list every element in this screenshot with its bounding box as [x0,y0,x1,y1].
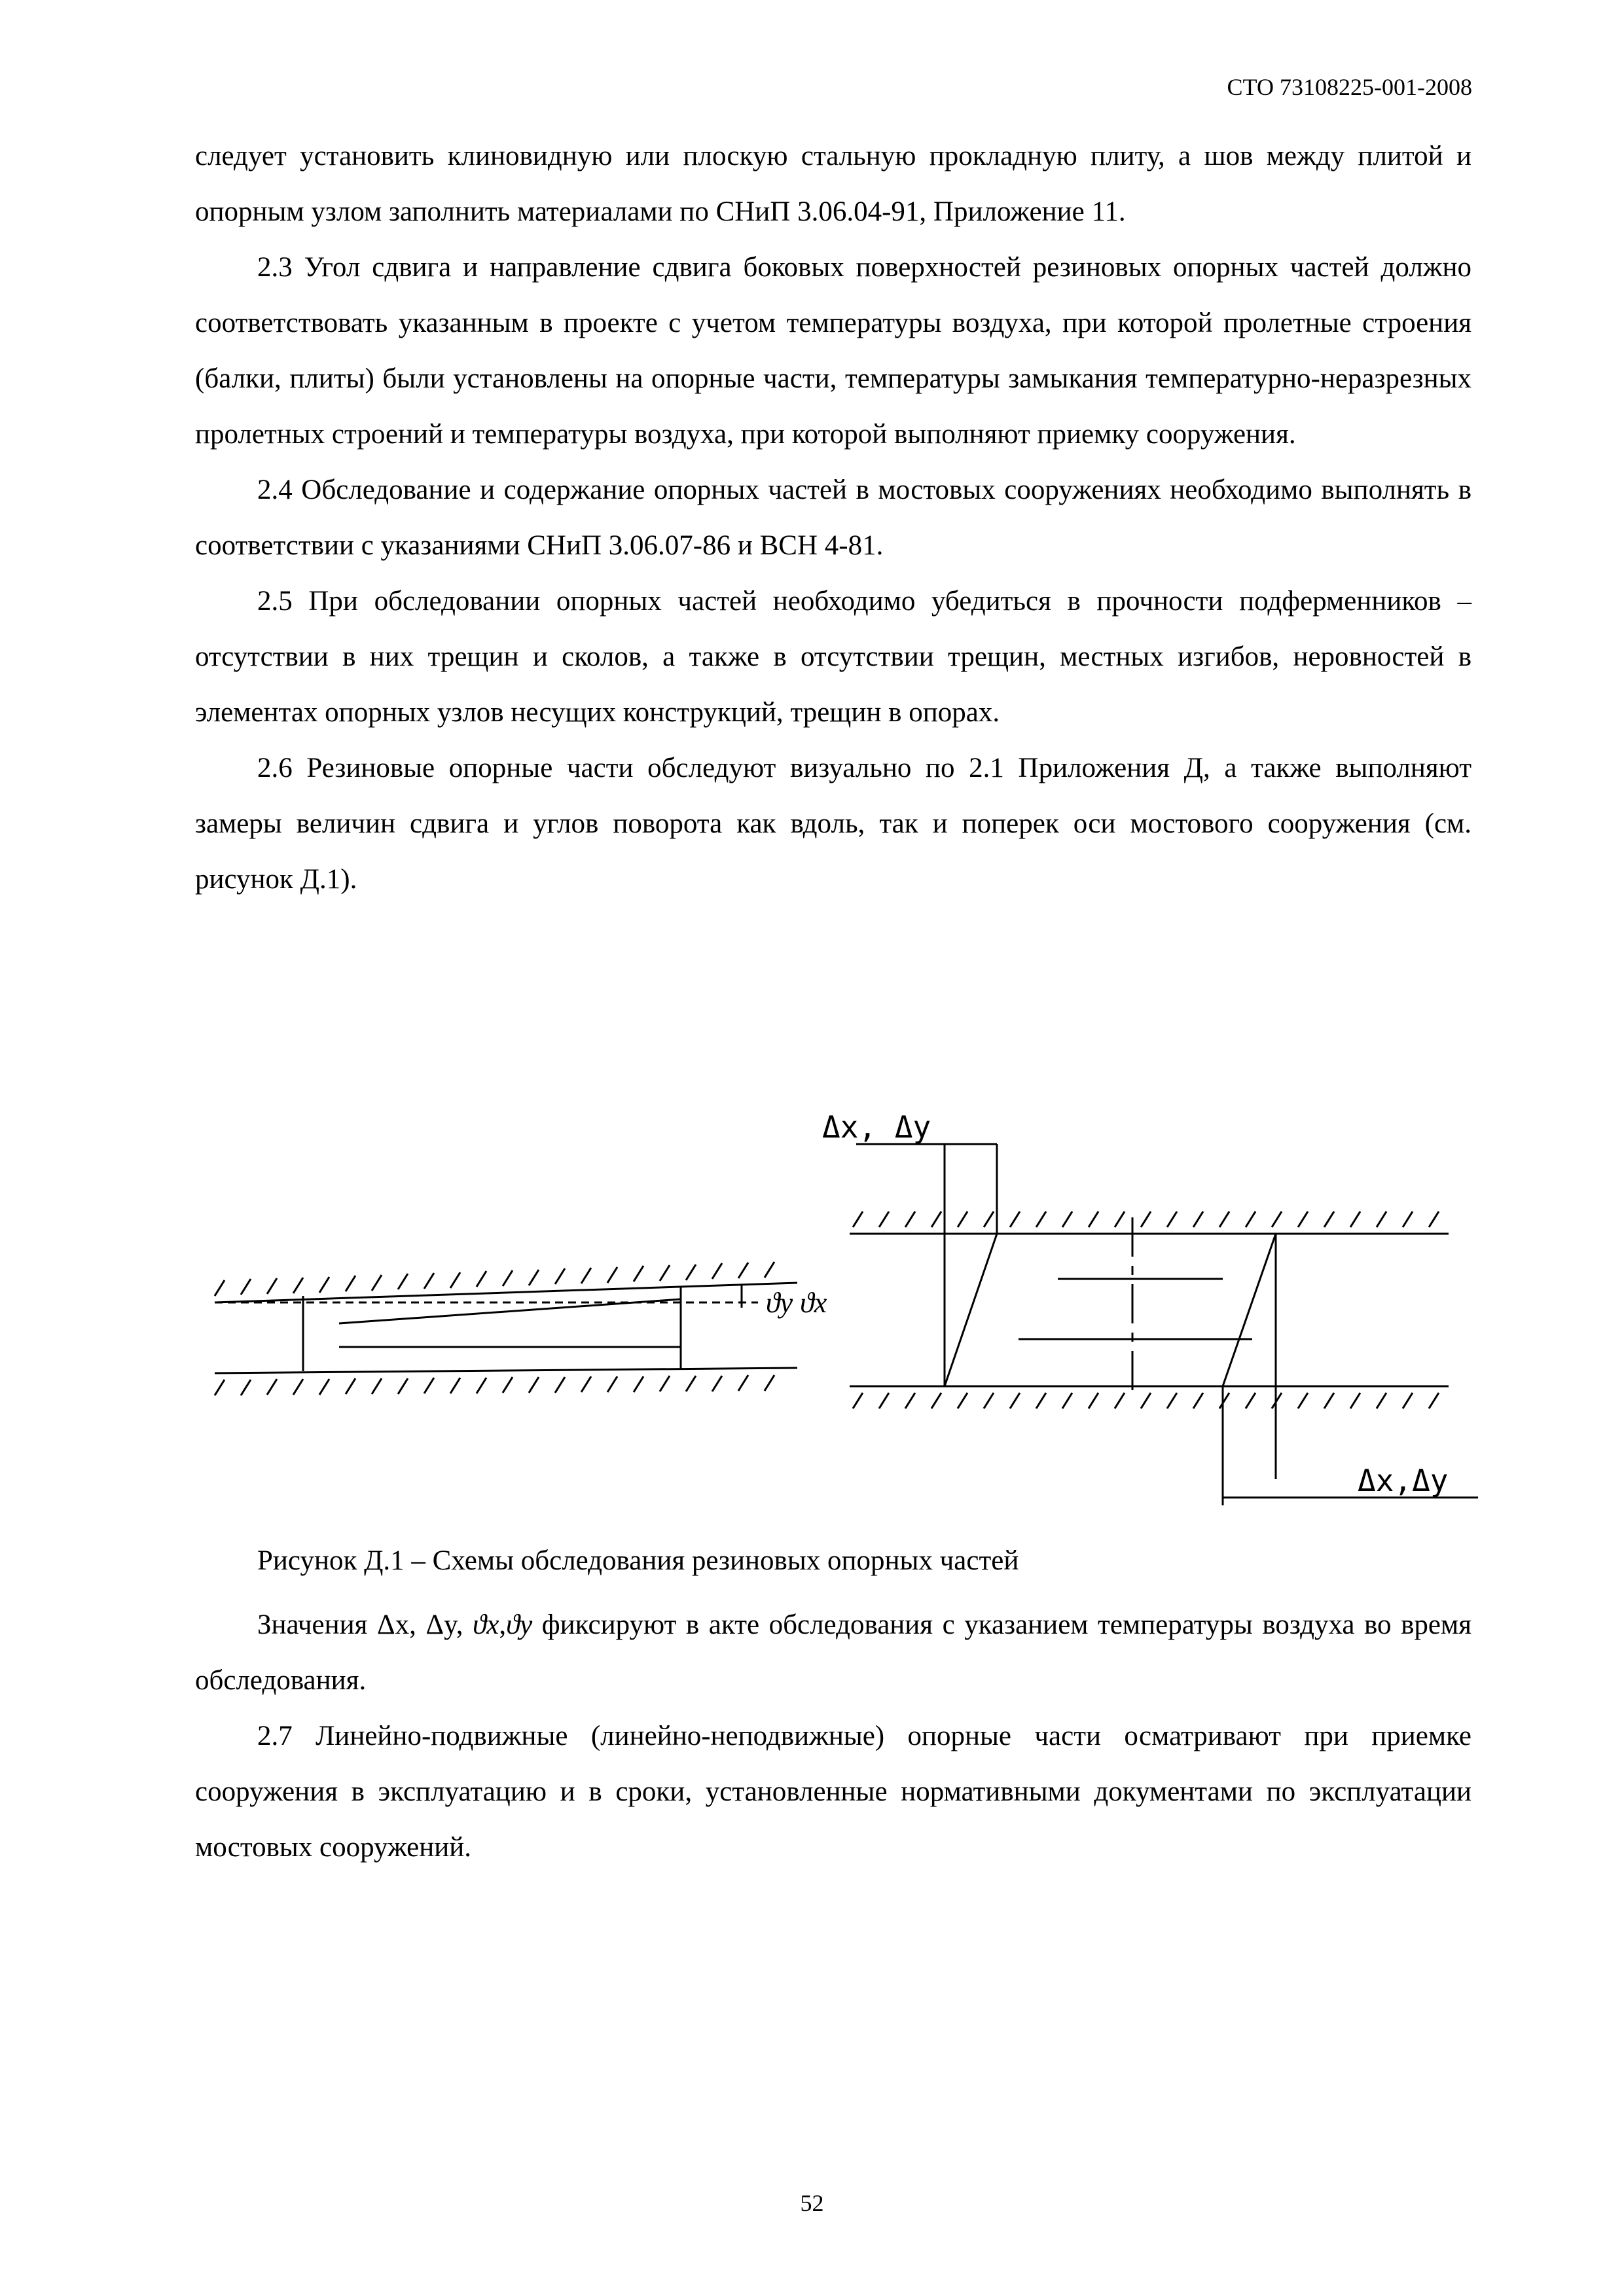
figure-caption: Рисунок Д.1 – Схемы обследования резиновых опорных частей [257,1545,1019,1576]
theta-separator: , [499,1609,507,1640]
theta-x: ϑx [473,1609,499,1640]
right-bottom-hatching [853,1393,1439,1408]
right-shear-line-left [945,1234,997,1386]
body-text-bottom [195,1597,1471,1875]
paragraph-2-5: 2.5 При обследовании опорных частей необходимо убедиться в прочности подферменников – отсутствии в них трещин и сколов, а также в отсутствии трещин, местных изгибов, неровностей в элементах опорных узлов несущих конструкций, трещин в опорах. [195,586,1471,728]
dim-label-bottom: Δx,Δy [1358,1463,1449,1498]
dim-label-top: Δx, Δy [822,1109,931,1145]
page-number: 52 [800,2190,824,2216]
right-shear-line-right [1223,1234,1276,1386]
theta-y: ϑy [506,1609,533,1640]
paragraph-2-3: 2.3 Угол сдвига и направление сдвига боковых поверхностей резиновых опорных частей должно соответствовать указанным в проекте с учетом температуры воздуха, при которой пролетные строения (балки, плиты) были установлены на опорные части, температуры замыкания температурно-неразрезных пролетных строений и температуры воздуха, при которой выполняют приемку сооружения. [195,252,1471,450]
paragraph-2-4: 2.4 Обследование и содержание опорных частей в мостовых сооружениях необходимо выполнять в соответствии с указаниями СНиП 3.06.07-86 и ВСН 4-81. [195,475,1471,561]
paragraph-2-6: 2.6 Резиновые опорные части обследуют визуально по 2.1 Приложения Д, а также выполняют замеры величин сдвига и углов поворота как вдоль, так и поперек оси мостового сооружения (см. рисунок Д.1). [195,753,1471,895]
paragraph-continuation: следует установить клиновидную или плоскую стальную прокладную плиту, а шов между плитой и опорным узлом заполнить материалами по СНиП 3.06.04-91, Приложение 11. [195,141,1471,227]
document-code: СТО 73108225-001-2008 [1227,74,1472,100]
paragraph-2-7: 2.7 Линейно-подвижные (линейно-неподвижные) опорные части осматривают при приемке сооружения в эксплуатацию и в сроки, установленные нормативными документами по эксплуатации мостовых сооружений. [195,1721,1471,1863]
theta-label: ϑy ϑx [766,1287,827,1319]
values-prefix: Значения Δx, Δy, [257,1609,473,1640]
figure-drawing [195,1086,1498,1512]
right-top-hatching [853,1211,1439,1227]
figure-d1 [195,1086,1498,1512]
body-text-top [195,128,1471,907]
values-suffix: фиксируют в акте обследования с указанием температуры воздуха во время обследования. [195,1609,1471,1696]
left-top-hatching [215,1262,774,1296]
paragraph-values [195,1597,1471,1708]
left-bottom-hatching [215,1375,774,1395]
